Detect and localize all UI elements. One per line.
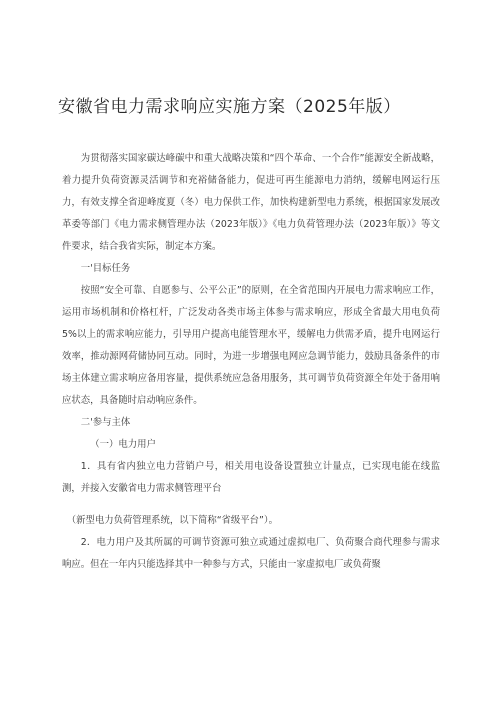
document-body [62, 148, 440, 576]
intro-paragraph: 为贯彻落实国家碳达峰碳中和重大战略决策和“四个革命、一个合作”能源安全新战略，着力提升负荷资源灵活调节和充裕储备能力，促进可再生能源电力消纳，缓解电网运行压力，有效支撑全省迎峰度夏（冬）电力保供工作，加快构建新型电力系统，根据国家发展改革委等部门《电力需求侧管理办法（2023年版）》《电力负荷管理办法（2023年版）》等文件要求，结合我省实际，制定本方案。 [62, 153, 440, 252]
item-1-continuation: （新型电力负荷管理系统，以下简称“省级平台”）。 [66, 515, 278, 526]
document-title: 安徽省电力需求响应实施方案（2025年版） [58, 97, 401, 117]
item-1-paragraph: 1．具有省内独立电力营销户号，相关用电设备设置独立计量点，已实现电能在线监测，并接入安徽省电力需求侧管理平台 [62, 461, 440, 494]
section-heading-participants: 二'参与主体 [80, 417, 131, 428]
item-2-paragraph: 2．电力用户及其所属的可调节资源可独立或通过虚拟电厂、负荷聚合商代理参与需求响应。但在一年内只能选择其中一种参与方式，只能由一家虚拟电厂或负荷聚 [62, 537, 440, 570]
section-heading-goals: 一'目标任务 [80, 263, 131, 274]
subsection-heading-users: （一）电力用户 [90, 439, 156, 450]
goals-paragraph: 按照“安全可靠、自愿参与、公平公正”的原则，在全省范围内开展电力需求响应工作，运用市场机制和价格杠杆，广泛发动各类市场主体参与需求响应，形成全省最大用电负荷5%以上的需求响应能力，引导用户提高电能管理水平，缓解电力供需矛盾，提升电网运行效率，推动源网荷储协同互动。同时，为进一步增强电网应急调节能力，鼓励具备条件的市场主体建立需求响应备用容量，提供系统应急备用服务，其可调节负荷资源全年处于备用响应状态，具备随时启动响应条件。 [62, 285, 440, 406]
